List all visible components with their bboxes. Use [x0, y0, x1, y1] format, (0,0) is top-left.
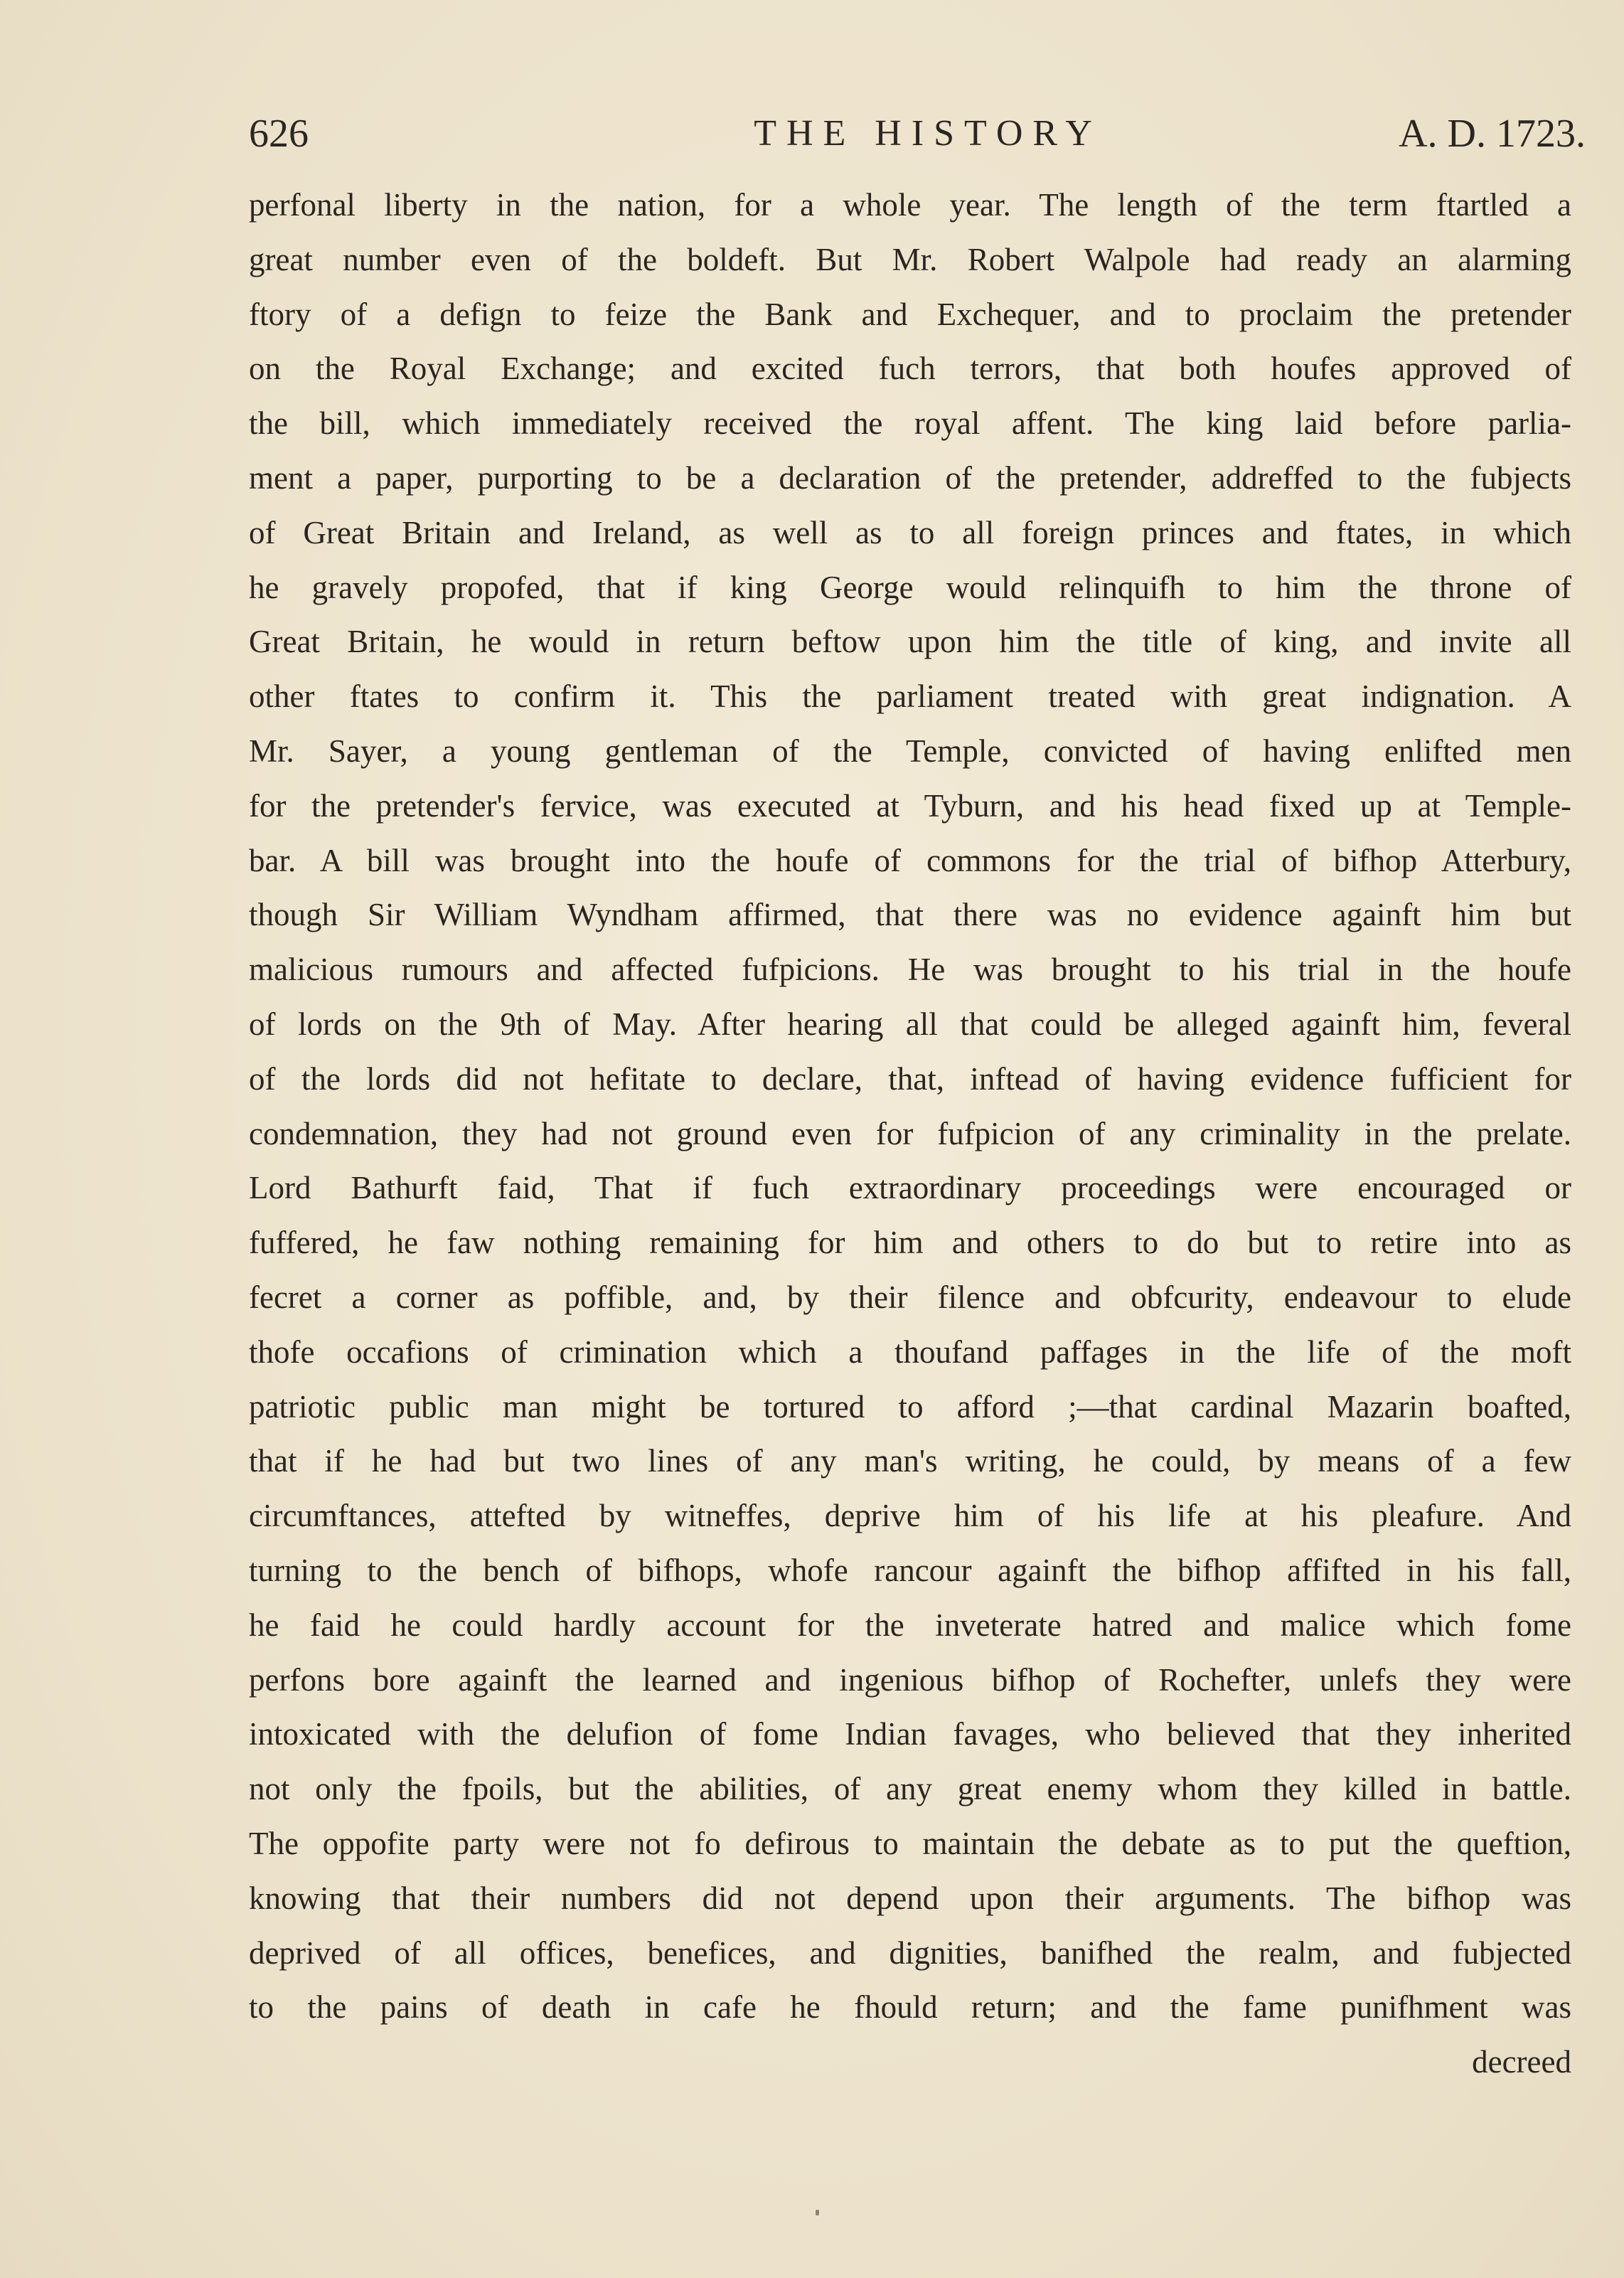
catchword: decreed [1472, 2044, 1571, 2080]
page-number: 626 [249, 112, 309, 156]
text-line: to the pains of death in cafe he fhould return; and the fame punifhment was [249, 1989, 1571, 2026]
text-line: not only the fpoils, but the abilities, of any great enemy whom they killed in battle. [249, 1771, 1571, 1807]
body-text [249, 178, 1571, 2090]
text-line: ment a paper, purporting to be a declaration of the pretender, addreffed to the fubjects [249, 459, 1571, 496]
text-line: on the Royal Exchange; and excited fuch terrors, that both houfes approved of [249, 351, 1571, 387]
text-line: patriotic public man might be tortured to afford ;—that cardinal Mazarin boafted, [249, 1388, 1571, 1425]
text-line: fuffered, he faw nothing remaining for him and others to do but to retire into as [249, 1225, 1571, 1261]
text-line: for the pretender's fervice, was executed at Tyburn, and his head fixed up at Temple- [249, 787, 1571, 824]
text-line: Great Britain, he would in return beftow upon him the title of king, and invite all [249, 624, 1571, 660]
text-line: malicious rumours and affected fufpicions. He was brought to his trial in the houfe [249, 952, 1571, 988]
paper-speck [816, 2210, 819, 2215]
text-line: of lords on the 9th of May. After hearing all that could be alleged againft him, feveral [249, 1006, 1571, 1042]
text-line: though Sir William Wyndham affirmed, that there was no evidence againft him but [249, 897, 1571, 933]
text-line: perfons bore againft the learned and ingenious bifhop of Rochefter, unlefs they were [249, 1661, 1571, 1698]
running-head [249, 105, 1586, 162]
text-line: he faid he could hardly account for the inveterate hatred and malice which fome [249, 1607, 1571, 1643]
text-line: of the lords did not hefitate to declare, that, inftead of having evidence fufficient for [249, 1060, 1571, 1097]
text-line: of Great Britain and Ireland, as well as to all foreign princes and ftates, in which [249, 514, 1571, 550]
text-line: that if he had but two lines of any man's writing, he could, by means of a few [249, 1443, 1571, 1479]
text-line: intoxicated with the delufion of fome Indian favages, who believed that they inherited [249, 1716, 1571, 1752]
text-line: Mr. Sayer, a young gentleman of the Temple, convicted of having enlifted men [249, 733, 1571, 769]
text-line: fecret a corner as poffible, and, by their filence and obfcurity, endeavour to elude [249, 1279, 1571, 1315]
text-line: other ftates to confirm it. This the parliament treated with great indignation. A [249, 678, 1571, 715]
text-line: knowing that their numbers did not depend upon their arguments. The bifhop was [249, 1880, 1571, 1916]
text-line: condemnation, they had not ground even for fufpicion of any criminality in the prelate. [249, 1115, 1571, 1151]
text-line: perfonal liberty in the nation, for a whole year. The length of the term ftartled a [249, 187, 1571, 223]
text-line: turning to the bench of bifhops, whofe rancour againft the bifhop affifted in his fall, [249, 1552, 1571, 1588]
text-line: circumftances, attefted by witneffes, deprive him of his life at his pleafure. And [249, 1498, 1571, 1534]
text-line: ftory of a defign to feize the Bank and Exchequer, and to proclaim the pretender [249, 296, 1571, 332]
text-line: The oppofite party were not fo defirous to maintain the debate as to put the queftion, [249, 1825, 1571, 1861]
text-line: great number even of the boldeft. But Mr. Robert Walpole had ready an alarming [249, 241, 1571, 277]
text-line: he gravely propofed, that if king George would relinquifh to him the throne of [249, 569, 1571, 605]
text-line: the bill, which immediately received the royal affent. The king laid before parlia- [249, 405, 1571, 442]
running-date: A. D. 1723. [1399, 112, 1586, 156]
running-title: THE HISTORY [754, 113, 1102, 154]
text-line: bar. A bill was brought into the houfe of commons for the trial of bifhop Atterbury, [249, 842, 1571, 878]
text-line: Lord Bathurft faid, That if fuch extraordinary proceedings were encouraged or [249, 1170, 1571, 1206]
text-line: thofe occafions of crimination which a thoufand paffages in the life of the moft [249, 1334, 1571, 1370]
text-line: deprived of all offices, benefices, and dignities, banifhed the realm, and fubjected [249, 1934, 1571, 1971]
